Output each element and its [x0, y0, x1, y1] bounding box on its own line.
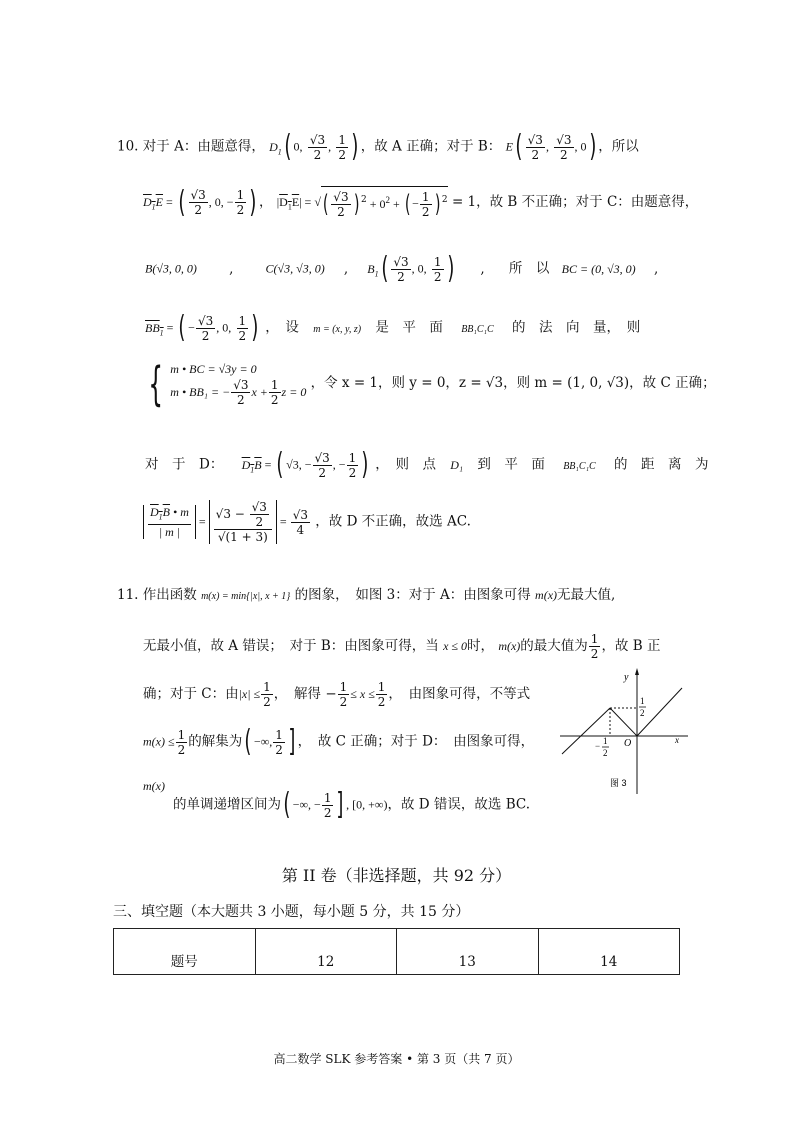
q11-l4b: 的解集为 [188, 733, 243, 750]
system-eq-2a: m • BB₁ = − [170, 385, 231, 399]
q10-let-text: ，令 x = 1，则 y = 0，z = √3，则 m = (1, 0, √3)，故 C 正确； [310, 374, 716, 391]
system-eq-1: m • BC = √3y = 0 [170, 362, 257, 376]
q11-line-6: 的单调递增区间为( −∞, − $\frac{1}{2}$ ] , [0, +∞)，故 D 错误，故选 BC. [173, 787, 531, 822]
q10-d-end: ，故 D 不正确，故选 AC. [315, 513, 471, 530]
label-half-den: 2 [640, 708, 645, 718]
q11-line-3: 确；对于 C：由|x| ≤ $\frac{1}{2}$ ， 解得 − $\frac{1}{2}$ ≤ x ≤ $\frac{1}{2}$ ， 由图象可得，不等式 [143, 680, 531, 709]
q11-line-4: m(x) ≤ $\frac{1}{2}$ 的解集为( −∞, $\frac{1}{2}$ ] ， 故 C 正确；对于 D： 由图象可得， [143, 724, 535, 759]
page-footer: 高二数学 SLK 参考答案 • 第 3 页（共 7 页） [273, 1052, 520, 1066]
table-header-cell: 题号 [114, 929, 256, 975]
q11-l1d: 无最大值, [557, 587, 616, 603]
q10-d-dist: 的 距 离 为 [614, 456, 709, 473]
section3-heading: 三、填空题（本大题共 3 小题，每小题 5 分，共 15 分） [113, 904, 470, 920]
answer-table [113, 928, 680, 975]
q10-so: 所 以 [508, 260, 550, 277]
q10-plane-text: 是 平 面 [375, 319, 443, 336]
table-header-cell: 14 [538, 929, 680, 975]
table-header-cell: 13 [397, 929, 539, 975]
vector-bc: BC = (0, √3, 0) [561, 261, 636, 276]
table-header-cell: 12 [255, 929, 397, 975]
point-b1: $B_1$ [367, 261, 379, 278]
label-neg: − [595, 741, 601, 751]
q11-l2f: ，故 B 正 [601, 638, 661, 654]
q10-line-1: 10. 对于 A：由题意得， $D_1$( 0, $\frac{√3}{2}$ , $\frac{1}{2}$ ) ，故 A 正确；对于 B： E( $\frac{√3}{2}$ , $\frac{√3}{2}$ , 0) ，所以 [117, 129, 639, 164]
q11-line-5 [143, 780, 165, 794]
system-eq-2c: z = 0 [281, 385, 307, 399]
q11-l5a: m(x) [143, 779, 165, 793]
system-brace: { [148, 356, 163, 411]
q11-l1a: 作出函数 [142, 587, 197, 603]
frac-1-2: $\frac{1}{2}$ [338, 132, 347, 162]
q11-l3d: ≤ x ≤ [350, 687, 375, 701]
q10-d-intro: 对 于 D： [145, 456, 224, 473]
q10-l1-text-b: ，故 A 正确；对于 B： [360, 138, 502, 155]
q11-l4a: m(x) ≤ [143, 734, 175, 749]
label-origin: O [624, 738, 632, 749]
table-row [114, 929, 680, 975]
q11-l3b: |x| ≤ [238, 687, 261, 701]
q10-l1-text-c: ，所以 [598, 138, 639, 155]
figure-3-graph [560, 664, 690, 794]
figure-label: 图 3 [610, 778, 627, 788]
label-y: y [624, 672, 629, 683]
point-d1: $D_1$ [269, 139, 282, 156]
q10-d-mid: ， 则 点 [375, 456, 436, 473]
q10-l2-text-b: = 1，故 B 不正确；对于 C：由题意得， [451, 194, 699, 210]
q11-l3c: ， 解得 − [273, 686, 337, 702]
y-arrow [635, 668, 639, 675]
label-x: x [675, 735, 679, 745]
vector-d1b: $D_1B$ [241, 457, 262, 474]
abs-frac-2: √3 − $\frac{√3}{2}$ √(1 + 3) [209, 500, 277, 544]
vector-d1e: $D_1E$ [143, 195, 164, 212]
q11-l3a: 确；对于 C：由 [143, 686, 239, 702]
q11-l5b: 的单调递增区间为 [173, 796, 281, 813]
q11-l4c: ， 故 C 正确；对于 D： 由图象可得， [297, 733, 535, 750]
label-half-num: 1 [640, 696, 645, 706]
line-abs-left [610, 708, 637, 736]
vector-bb1: $BB_1$ [145, 320, 164, 337]
q10-line-3: B(√3, 0, 0) , C(√3, √3, 0) , $B_1$( $\frac{√3}{2}$ , 0, $\frac{1}{2}$ ) , 所 以 BC = (0, √3, 0) , [145, 251, 659, 286]
vector-m-def: m = (x, y, z) [313, 323, 362, 335]
q11-l3e: ， 由图象可得，不等式 [388, 686, 531, 702]
q11-l1b: 的图象， 如图 3：对于 A：由图象可得 [294, 587, 531, 603]
q10-d-to: 到 平 面 [477, 456, 545, 473]
point-c: C(√3, √3, 0) [265, 261, 325, 276]
part2-title: 第 II 卷（非选择题，共 92 分） [281, 866, 512, 885]
abs-frac-1: $\frac{D_1B • m}{| m |}$ [143, 505, 196, 539]
q11-l2d: m(x) [498, 639, 521, 653]
point-b: B(√3, 0, 0) [145, 261, 197, 276]
q11-line-1 [117, 589, 615, 603]
norm-d1e: $|D_1E|$ = √ [276, 195, 321, 212]
graph-svg [560, 664, 690, 794]
q10-number: 10. [117, 138, 139, 155]
system-eq-2b: x + [251, 385, 268, 399]
q10-line-6: 对 于 D： $D_1B$ = ( √3, − $\frac{√3}{2}$ , − $\frac{1}{2}$ ) ， 则 点 D₁ 到 平 面 BB₁C₁C 的 距 离 为 [145, 447, 709, 482]
q11-line-2: 无最小值，故 A 错误； 对于 B：由图象可得，当 x ≤ 0时， m(x)的最大值为 $\frac{1}{2}$ ，故 B 正 [143, 632, 661, 661]
q11-l2c: 时， [467, 638, 495, 654]
q11-func: m(x) = min{|x|, x + 1} [201, 591, 291, 602]
plane-bb1c1c-2: BB₁C₁C [563, 460, 596, 472]
q11-l2e: 的最大值为 [520, 638, 588, 654]
q11-l1c: m(x) [535, 588, 558, 602]
label-neghalf-den: 2 [603, 748, 608, 758]
q10-line-4: $BB_1$ = ( − $\frac{√3}{2}$ , 0, $\frac{1}{2}$ ) ， 设 m = (x, y, z) 是 平 面 BB₁C₁C 的 法 向 量， 则 [145, 310, 641, 345]
point-d1-text: D₁ [450, 457, 464, 472]
q10-normal-text: 的 法 向 量， 则 [512, 319, 641, 336]
q11-l2b: x ≤ 0 [443, 639, 468, 653]
q10-line-5: { m • BC = √3y = 0 m • BB₁ = − $\frac{√3}{2}$ x + $\frac{1}{2}$ z = 0 ，令 x = 1，则 y = 0，z = √3，则 m = (1, 0, √3)，故 C 正确； [148, 356, 716, 411]
point-e: E [505, 139, 513, 154]
q10-l1-text-a: 对于 A：由题意得， [142, 138, 265, 155]
q10-line-7: $\frac{D_1B • m}{| m |}$ = √3 − $\frac{√3}{2}$ √(1 + 3) = $\frac{√3}{4}$ ，故 D 不正确，故选 AC. [143, 500, 471, 544]
q10-set-text: ， 设 [265, 319, 299, 336]
q10-line-2: $D_1E$ = ( $\frac{√3}{2}$ , 0, − $\frac{1}{2}$ ) ， $|D_1E|$ = √( $\frac{√3}{2}$ ) $^2 + 0^2$ + ( − $\frac{1}{2}$ ) $^2$ = 1，故 B 不正确；对于 C：由题意得， [143, 184, 699, 220]
q11-l2a: 无最小值，故 A 错误； 对于 B：由图象可得，当 [143, 638, 439, 654]
frac-sqrt3-2: $\frac{√3}{2}$ [309, 132, 326, 162]
q11-number: 11. [117, 587, 139, 603]
q10-l2-sep: ， [258, 194, 273, 210]
label-neghalf-num: 1 [603, 736, 608, 746]
plane-bb1c1c: BB₁C₁C [461, 323, 494, 335]
q11-l5c: ，故 D 错误，故选 BC. [387, 796, 531, 813]
